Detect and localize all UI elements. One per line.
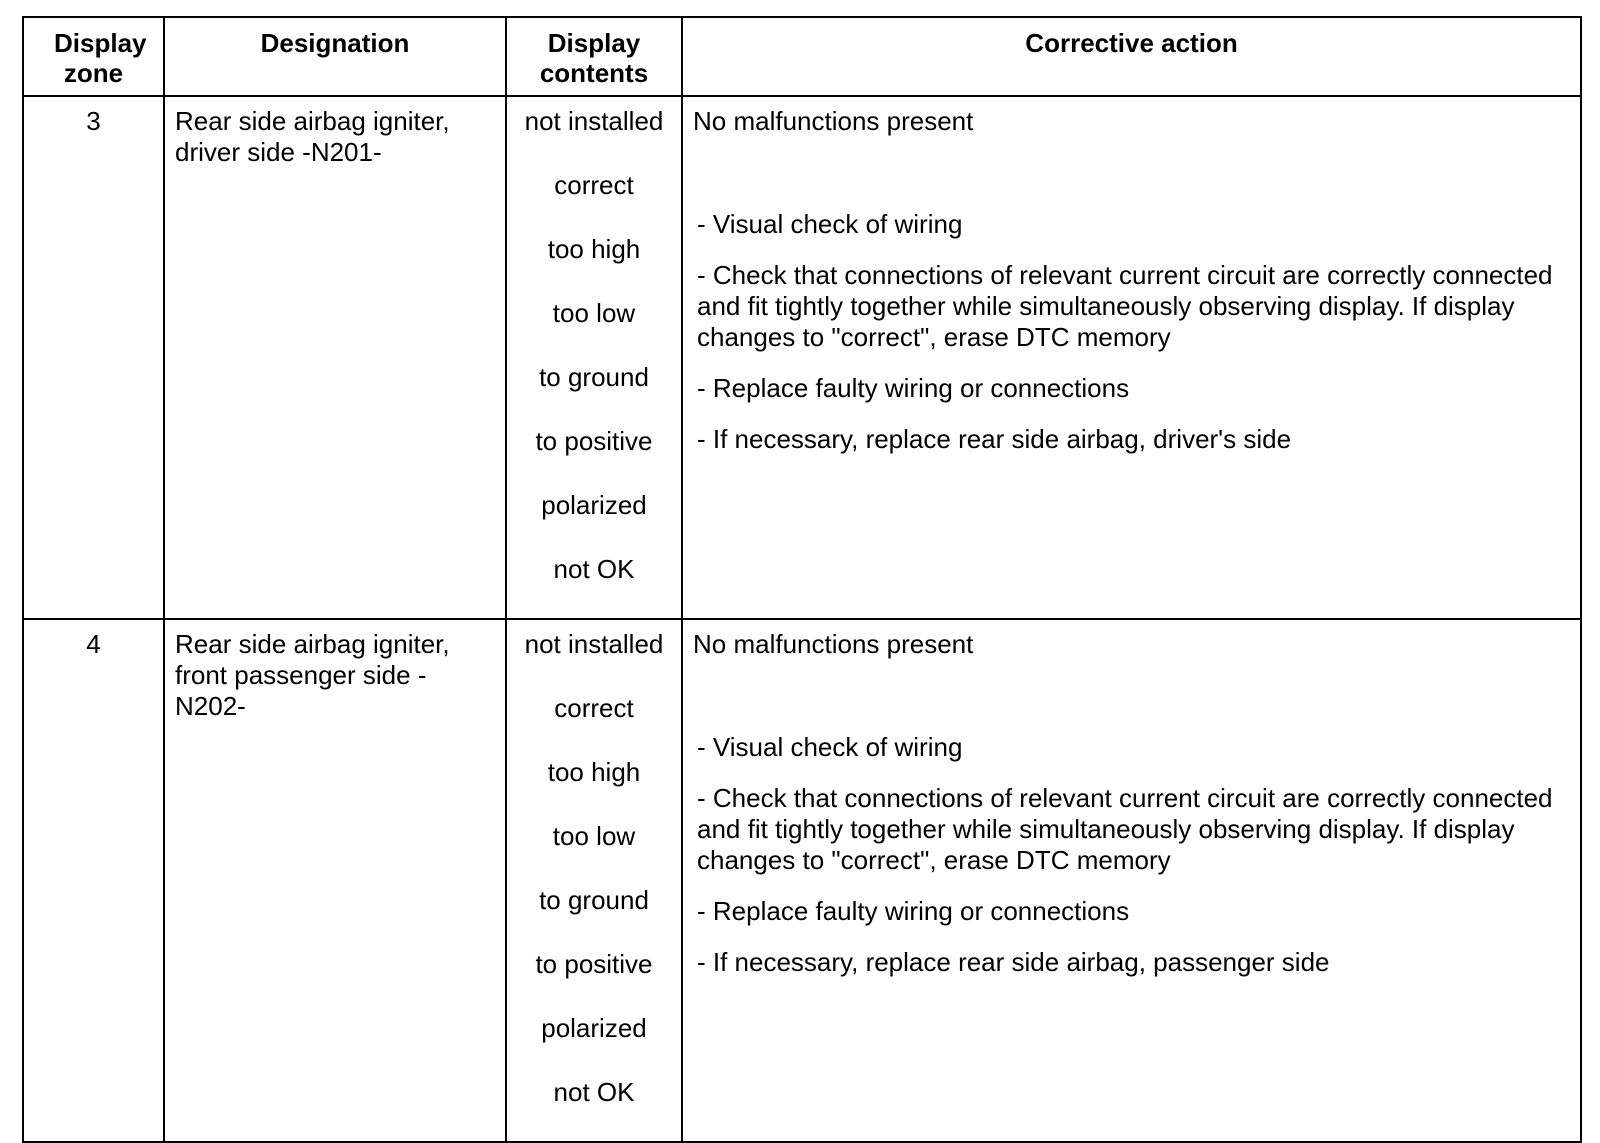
action-step: - Replace faulty wiring or connections <box>697 373 1130 403</box>
action-step: - Visual check of wiring <box>697 732 963 762</box>
display-value: polarized <box>541 490 647 520</box>
action-step: - Check that connections of relevant current circuit are correctly connected and fit tightly together while simultaneously observing display. If display changes to "correct", erase DTC memory <box>697 783 1553 875</box>
display-value: too high <box>547 757 641 787</box>
display-value: to positive <box>535 949 653 979</box>
display-value: too high <box>547 234 641 264</box>
no-malfunction-text: No malfunctions present <box>693 629 974 659</box>
display-value: too low <box>552 298 636 328</box>
header-designation: Designation <box>164 17 506 96</box>
display-value: to ground <box>539 362 649 392</box>
display-value: not OK <box>553 554 635 584</box>
header-row <box>23 17 1581 96</box>
corrective-action-cell <box>682 96 1581 619</box>
display-value: polarized <box>541 1013 647 1043</box>
display-value: too low <box>552 821 636 851</box>
header-display-zone: Display zone <box>23 17 164 96</box>
display-value: not OK <box>553 1077 635 1107</box>
action-step: - If necessary, replace rear side airbag, driver's side <box>697 424 1292 454</box>
display-value: not installed <box>524 629 664 659</box>
display-zone-cell: 3 <box>23 96 164 619</box>
action-step: - Visual check of wiring <box>697 209 963 239</box>
display-contents-cell <box>506 619 682 1142</box>
display-value: to positive <box>535 426 653 456</box>
display-value: to ground <box>539 885 649 915</box>
designation-cell: Rear side airbag igniter, front passenger side -N202- <box>164 619 506 1142</box>
display-contents-cell <box>506 96 682 619</box>
table-row <box>23 619 1581 1142</box>
corrective-action-cell <box>682 619 1581 1142</box>
display-value: correct <box>554 170 634 200</box>
header-display-contents: Display contents <box>506 17 682 96</box>
display-value: correct <box>554 693 634 723</box>
action-step: - If necessary, replace rear side airbag, passenger side <box>697 947 1330 977</box>
action-step: - Replace faulty wiring or connections <box>697 896 1130 926</box>
table-row <box>23 96 1581 619</box>
header-corrective-action: Corrective action <box>682 17 1581 96</box>
diagnosis-table <box>22 16 1582 1143</box>
no-malfunction-text: No malfunctions present <box>693 106 974 136</box>
action-step: - Check that connections of relevant current circuit are correctly connected and fit tightly together while simultaneously observing display. If display changes to "correct", erase DTC memory <box>697 260 1553 352</box>
designation-cell: Rear side airbag igniter, driver side -N201- <box>164 96 506 619</box>
display-value: not installed <box>524 106 664 136</box>
display-zone-cell: 4 <box>23 619 164 1142</box>
